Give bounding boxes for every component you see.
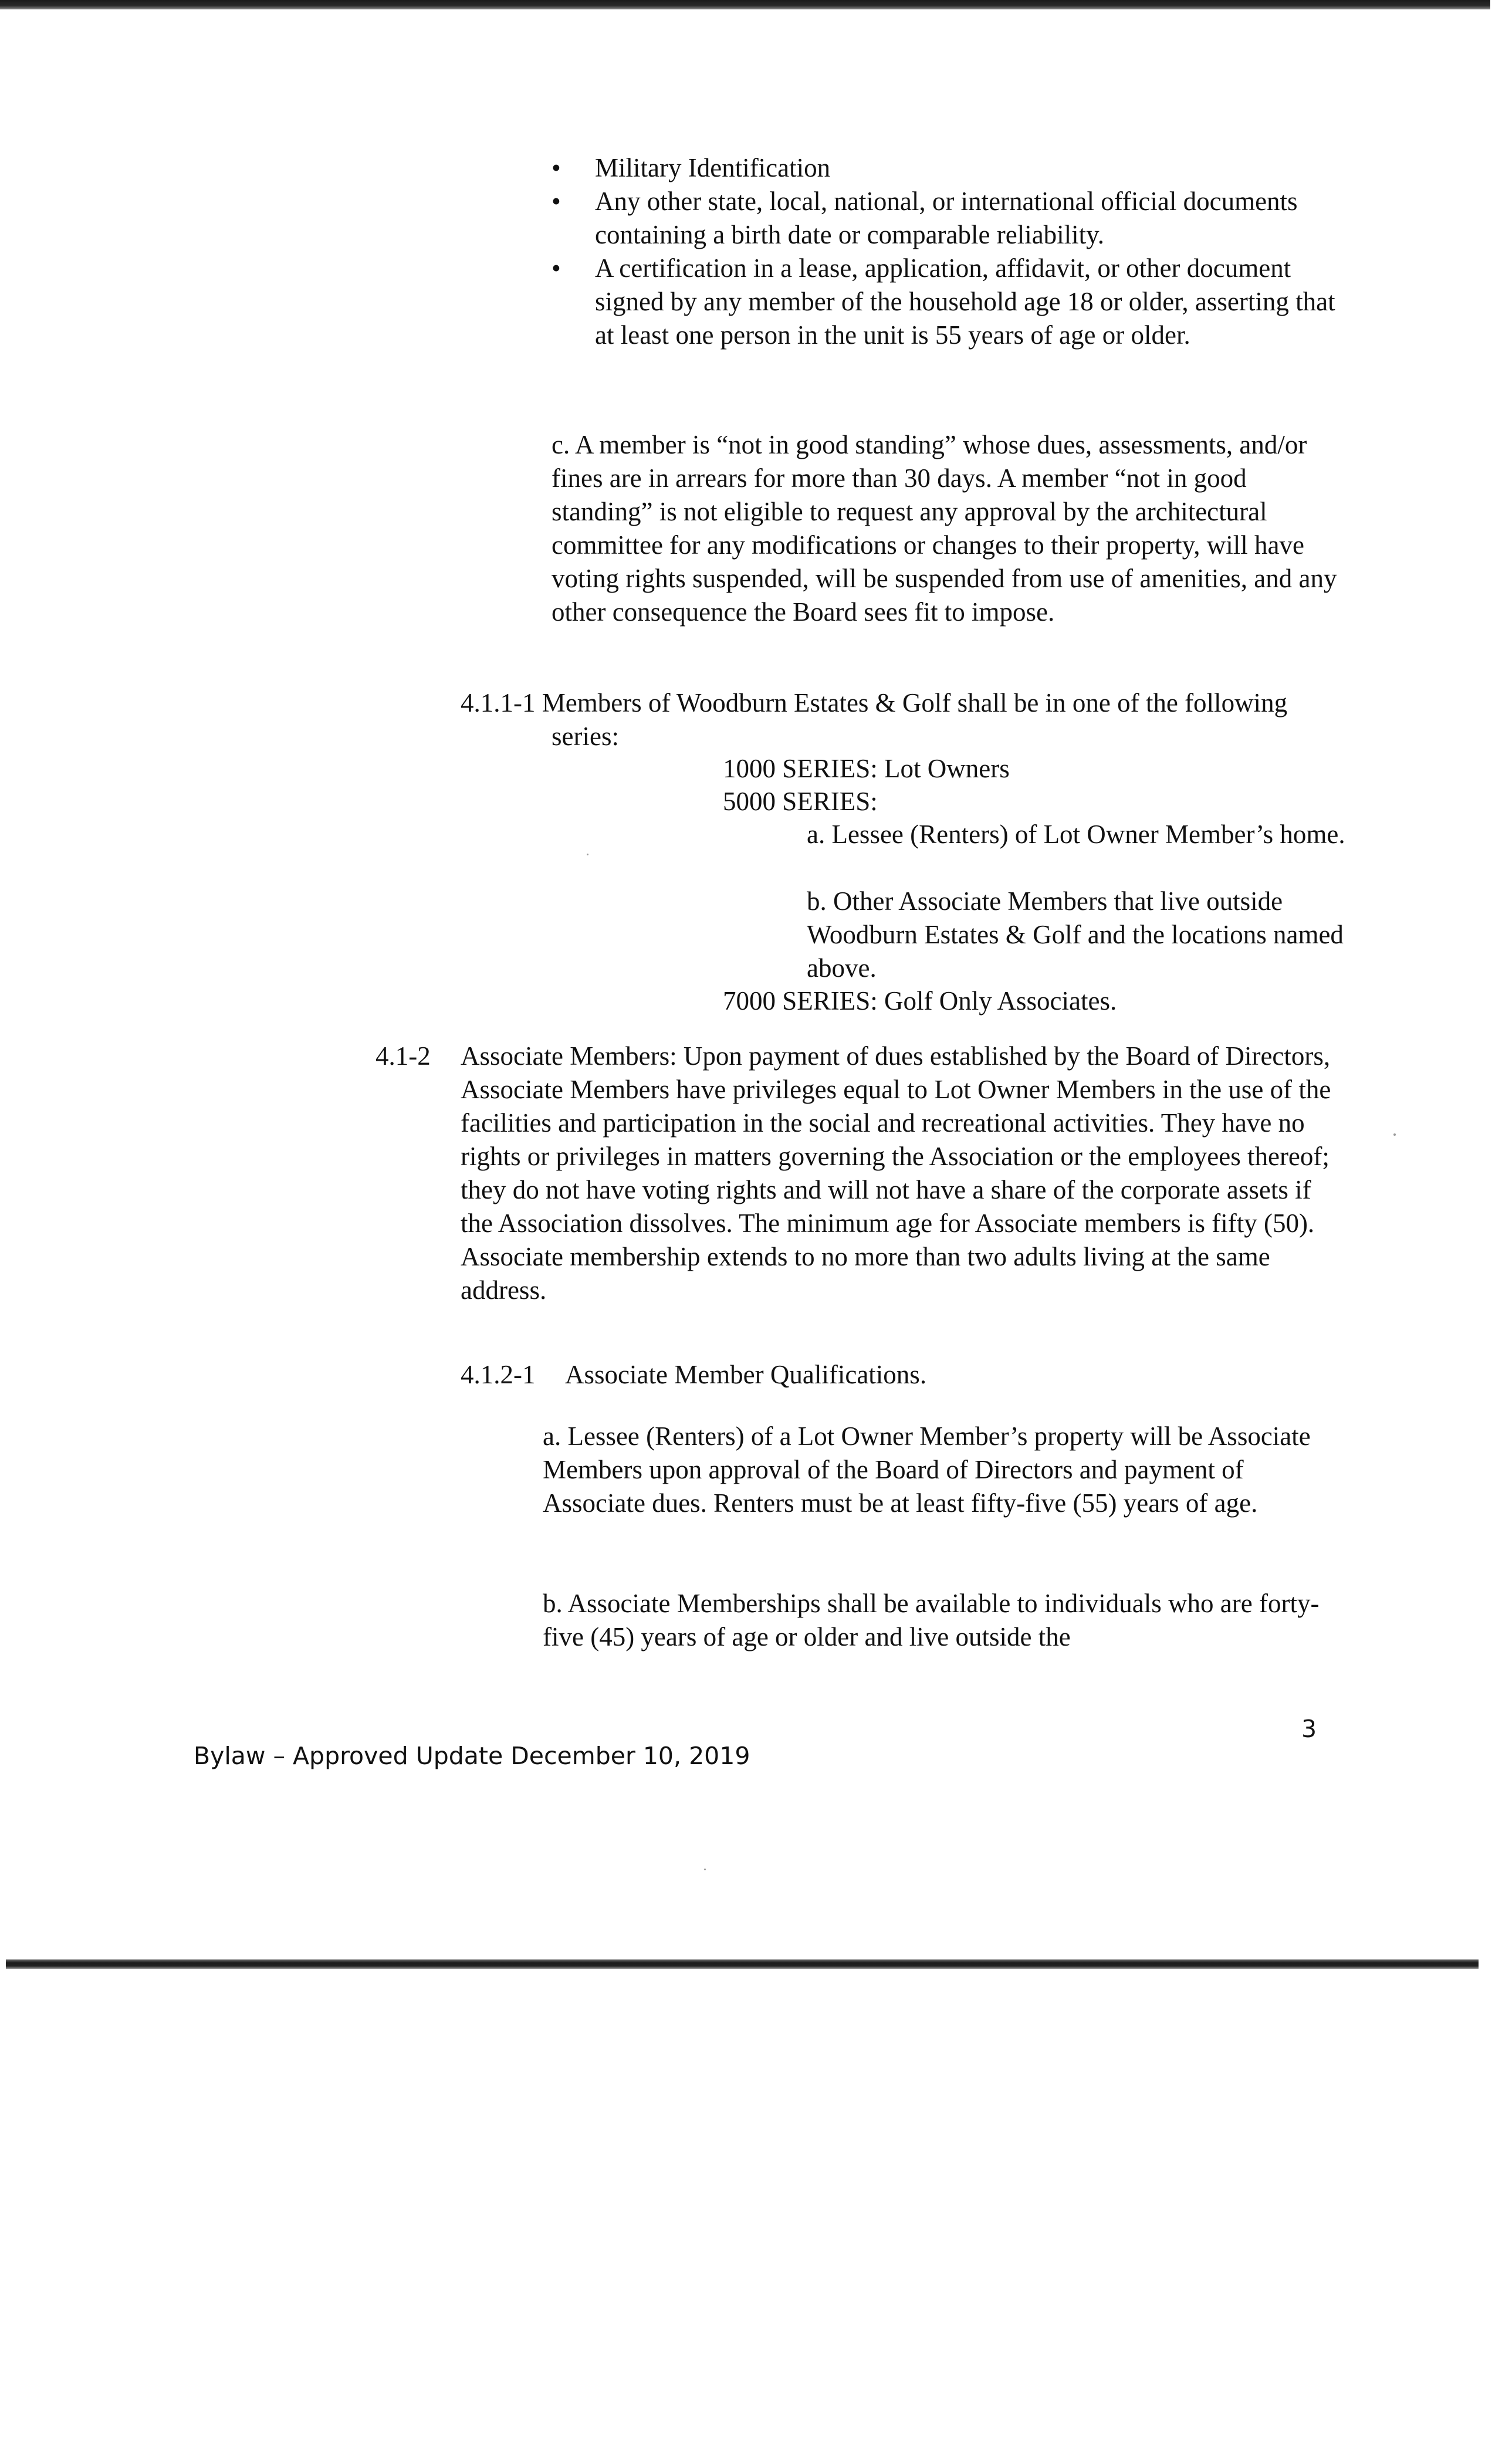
- page-number: 3: [1301, 1715, 1317, 1743]
- series-5000-item-b: b. Other Associate Members that live outside Woodburn Estates & Golf and the locations named above.: [807, 886, 1344, 983]
- series-5000: 5000 SERIES:: [723, 787, 878, 816]
- paragraph-c-good-standing: c. A member is “not in good standing” whose dues, assessments, and/or fines are in arrears for more than 30 days. A member “not in good standing” is not eligible to request any approval by the architectural committee for any modifications or changes to their property, will have voting rights suspended, will be suspended from use of amenities, and any other consequence the Board sees fit to impose.: [552, 430, 1337, 627]
- bullet-icon: •: [552, 153, 561, 182]
- footer-text: Bylaw – Approved Update December 10, 2019: [194, 1742, 750, 1770]
- section-4-1-2-number: 4.1-2: [376, 1041, 431, 1071]
- series-7000: 7000 SERIES: Golf Only Associates.: [723, 986, 1117, 1016]
- bullet-item: [552, 151, 1338, 185]
- section-4-1-2-1-title: Associate Member Qualifications.: [565, 1360, 927, 1389]
- bullet-icon: •: [552, 253, 561, 283]
- section-4-1-2-1-heading: [461, 1358, 926, 1392]
- section-4-1-1-1: [461, 686, 1341, 753]
- bullet-item: [552, 252, 1338, 352]
- scan-speck: [704, 1869, 706, 1870]
- bottom-scan-border: [6, 1959, 1479, 1969]
- scan-speck: [1393, 1133, 1396, 1136]
- series-5000-item-a: a. Lessee (Renters) of Lot Owner Member’s home.: [807, 820, 1345, 849]
- bullet-item: [552, 185, 1338, 252]
- bullet-text: Military Identification: [595, 153, 831, 182]
- bullet-list: [552, 151, 1338, 352]
- top-scan-border: [0, 0, 1490, 9]
- section-4-1-2-1-number: 4.1.2-1: [461, 1360, 536, 1389]
- bullet-icon: •: [552, 187, 561, 216]
- bullet-text: A certification in a lease, application, affidavit, or other document signed by any member of the household age 18 or older, asserting that at least one person in the unit is 55 years of age or older.: [595, 253, 1335, 350]
- paragraph-a-lessee: a. Lessee (Renters) of a Lot Owner Member’s property will be Associate Members upon approval of the Board of Directors and payment of Associate dues. Renters must be at least fifty-five (55) years of age.: [543, 1421, 1311, 1518]
- bullet-text: Any other state, local, national, or international official documents containing a birth date or comparable reliability.: [595, 187, 1298, 249]
- section-4-1-1-1-text: 4.1.1-1 Members of Woodburn Estates & Golf shall be in one of the following series:: [461, 688, 1288, 751]
- series-1000: 1000 SERIES: Lot Owners: [723, 754, 1010, 783]
- scan-speck: [587, 854, 588, 855]
- paragraph-b-associate: b. Associate Memberships shall be available to individuals who are forty-five (45) years of age or older and live outside the: [543, 1589, 1320, 1651]
- section-4-1-2-text: Associate Members: Upon payment of dues established by the Board of Directors, Associate Members have privileges equal to Lot Owner Members in the use of the facilities and participation in the social and recreational activities. They have no rights or privileges in matters governing the Association or the employees thereof; they do not have voting rights and will not have a share of the corporate assets if the Association dissolves. The minimum age for Associate members is fifty (50). Associate membership extends to no more than two adults living at the same address.: [461, 1041, 1331, 1305]
